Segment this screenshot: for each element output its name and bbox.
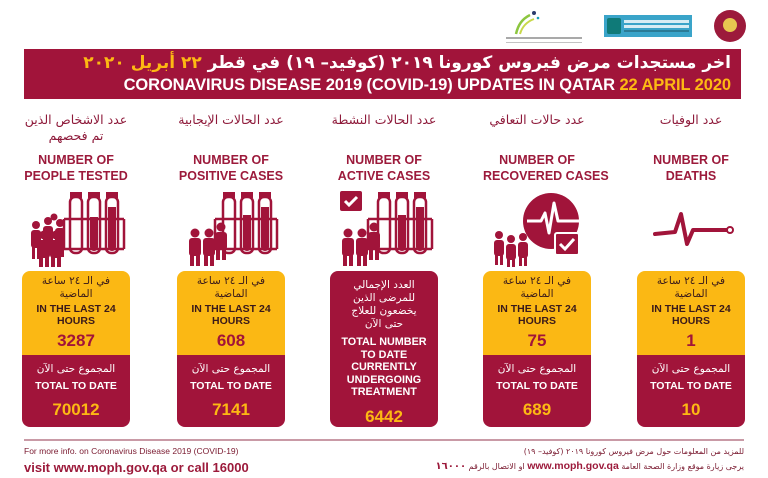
total-label-ar: المجموع حتى الآن — [36, 363, 116, 375]
people-test-tubes-icon — [22, 188, 130, 268]
last24-label-ar-2: الماضية — [214, 288, 248, 300]
logo-bar — [504, 8, 746, 44]
total-label-ar: المجموع حتى الآن — [651, 363, 731, 375]
column-recovered-cases — [483, 112, 609, 268]
primary-health-care-corporation-logo — [504, 9, 582, 43]
stats-card-active-cases — [330, 271, 438, 427]
leaf-icon — [607, 18, 621, 34]
last24-label-ar: في الـ ٢٤ ساعة — [196, 275, 266, 287]
last24-label-en: IN THE LAST 24 — [191, 303, 271, 315]
active-label-en-5: TREATMENT — [351, 386, 417, 398]
heading-en: NUMBER OF DEATHS — [653, 153, 729, 183]
heartbeat-check-icon — [483, 188, 591, 268]
stats-card-people-tested — [22, 271, 130, 427]
last-24-hours-section — [177, 271, 285, 355]
last24-label-ar: في الـ ٢٤ ساعة — [656, 275, 726, 287]
banner-title-ar-text: اخر مستجدات مرض فيروس كورونا ٢٠١٩ (كوفيد– ١٩) في قطر — [207, 53, 731, 73]
heading-en: NUMBER OF PEOPLE TESTED — [24, 153, 128, 183]
last24-value: 75 — [527, 331, 547, 350]
title-banner — [24, 49, 741, 99]
heading-ar: عدد الاشخاص الذين تم فحصهم — [24, 112, 128, 143]
total-value: 7141 — [212, 400, 250, 419]
heading-en: NUMBER OF RECOVERED CASES — [483, 153, 609, 183]
last24-label-en: IN THE LAST 24 — [651, 303, 731, 315]
banner-title-ar — [34, 52, 731, 74]
total-label-ar: المجموع حتى الآن — [497, 363, 577, 375]
footer-divider — [24, 439, 744, 441]
group-test-tubes-icon — [177, 188, 285, 268]
footer-contact-text: visit www.moph.gov.qa or call 16000 — [24, 460, 249, 475]
total-label-ar: المجموع حتى الآن — [191, 363, 271, 375]
logo-caption — [506, 37, 582, 43]
banner-title-en — [34, 74, 731, 96]
heading-en: NUMBER OF ACTIVE CASES — [337, 153, 431, 183]
last-24-hours-section — [22, 271, 130, 355]
last24-label-en-2: HOURS — [212, 315, 250, 327]
footer-info-text: For more info. on Coronavirus Disease 2019 (COVID-19) — [24, 446, 239, 456]
last24-label-ar-2: الماضية — [520, 288, 554, 300]
last24-label-en: IN THE LAST 24 — [36, 303, 116, 315]
total-label-en: TOTAL TO DATE — [650, 380, 732, 392]
footer-contact-ar: يرجى زيارة موقع وزارة الصحة العامة www.moph.gov.qa او الاتصال بالرقم ١٦٠٠٠ — [435, 460, 744, 472]
heading-ar: عدد الحالات النشطة — [331, 112, 437, 127]
heading-ar: عدد الوفيات — [659, 112, 723, 127]
checkbox-test-tubes-icon — [330, 188, 438, 268]
total-value: 689 — [522, 400, 552, 419]
footer-info-text-ar: للمزيد من المعلومات حول مرض فيروس كورونا ٢٠١٩ (كوفيد– ١٩) — [523, 447, 744, 456]
active-label-en-3: CURRENTLY — [351, 361, 417, 373]
total-label-en: TOTAL TO DATE — [496, 380, 578, 392]
stats-card-recovered-cases — [483, 271, 591, 427]
hamad-medical-corporation-logo — [604, 15, 692, 37]
ministry-of-public-health-emblem — [714, 10, 746, 42]
banner-date-en: 22 APRIL 2020 — [619, 76, 731, 94]
active-label-en-4: UNDERGOING — [346, 373, 422, 386]
last24-label-ar: في الـ ٢٤ ساعة — [41, 275, 111, 287]
flatline-pulse-icon — [637, 188, 745, 268]
total-section — [483, 355, 591, 427]
total-value: 70012 — [52, 400, 100, 419]
last-24-hours-section — [483, 271, 591, 355]
last24-label-en-2: HOURS — [672, 315, 710, 327]
last24-label-en: IN THE LAST 24 — [497, 303, 577, 315]
heading-ar: عدد الحالات الإيجابية — [178, 112, 284, 127]
last24-label-en-2: HOURS — [518, 315, 556, 327]
active-label-ar-3: يخضعون للعلاج — [351, 305, 417, 317]
last24-label-ar: في الـ ٢٤ ساعة — [502, 275, 572, 287]
banner-title-en-text: CORONAVIRUS DISEASE 2019 (COVID-19) UPDATES IN QATAR — [123, 76, 615, 94]
last24-value: 1 — [686, 331, 696, 350]
last24-value: 3287 — [57, 331, 95, 350]
active-label-en-2: TO DATE — [360, 348, 408, 361]
footer-ar — [436, 446, 744, 474]
banner-date-ar: ٢٢ أبريل ٢٠٢٠ — [83, 53, 202, 73]
last24-label-en-2: HOURS — [57, 315, 95, 327]
heading-ar: عدد حالات التعافي — [489, 112, 585, 127]
last24-value: 608 — [216, 331, 246, 350]
hotline-number: ١٦٠٠٠ — [435, 461, 467, 472]
total-label-en: TOTAL TO DATE — [190, 380, 272, 392]
last24-label-ar-2: الماضية — [674, 288, 708, 300]
active-label-ar-4: حتى الآن — [364, 318, 404, 330]
heading-en: NUMBER OF POSITIVE CASES — [178, 153, 284, 183]
stats-card-positive-cases — [177, 271, 285, 427]
active-label-en-1: TOTAL NUMBER — [341, 336, 427, 348]
total-label-en: TOTAL TO DATE — [35, 380, 117, 392]
column-positive-cases — [177, 112, 285, 268]
total-section — [22, 355, 130, 427]
stats-card-deaths — [637, 271, 745, 427]
last24-label-ar-2: الماضية — [59, 288, 93, 300]
active-label-ar-1: العدد الإجمالي — [353, 279, 415, 291]
total-section — [177, 355, 285, 427]
column-active-cases — [330, 112, 438, 268]
moph-website-link[interactable]: www.moph.gov.qa — [527, 460, 619, 472]
footer-en — [24, 446, 249, 476]
total-value: 10 — [681, 400, 701, 419]
total-section — [637, 355, 745, 427]
sprig-icon — [512, 9, 540, 35]
column-deaths — [637, 112, 745, 268]
active-label-ar-2: للمرضى الذين — [352, 292, 416, 304]
last-24-hours-section — [637, 271, 745, 355]
total-value: 6442 — [365, 406, 403, 426]
column-people-tested — [22, 112, 130, 268]
